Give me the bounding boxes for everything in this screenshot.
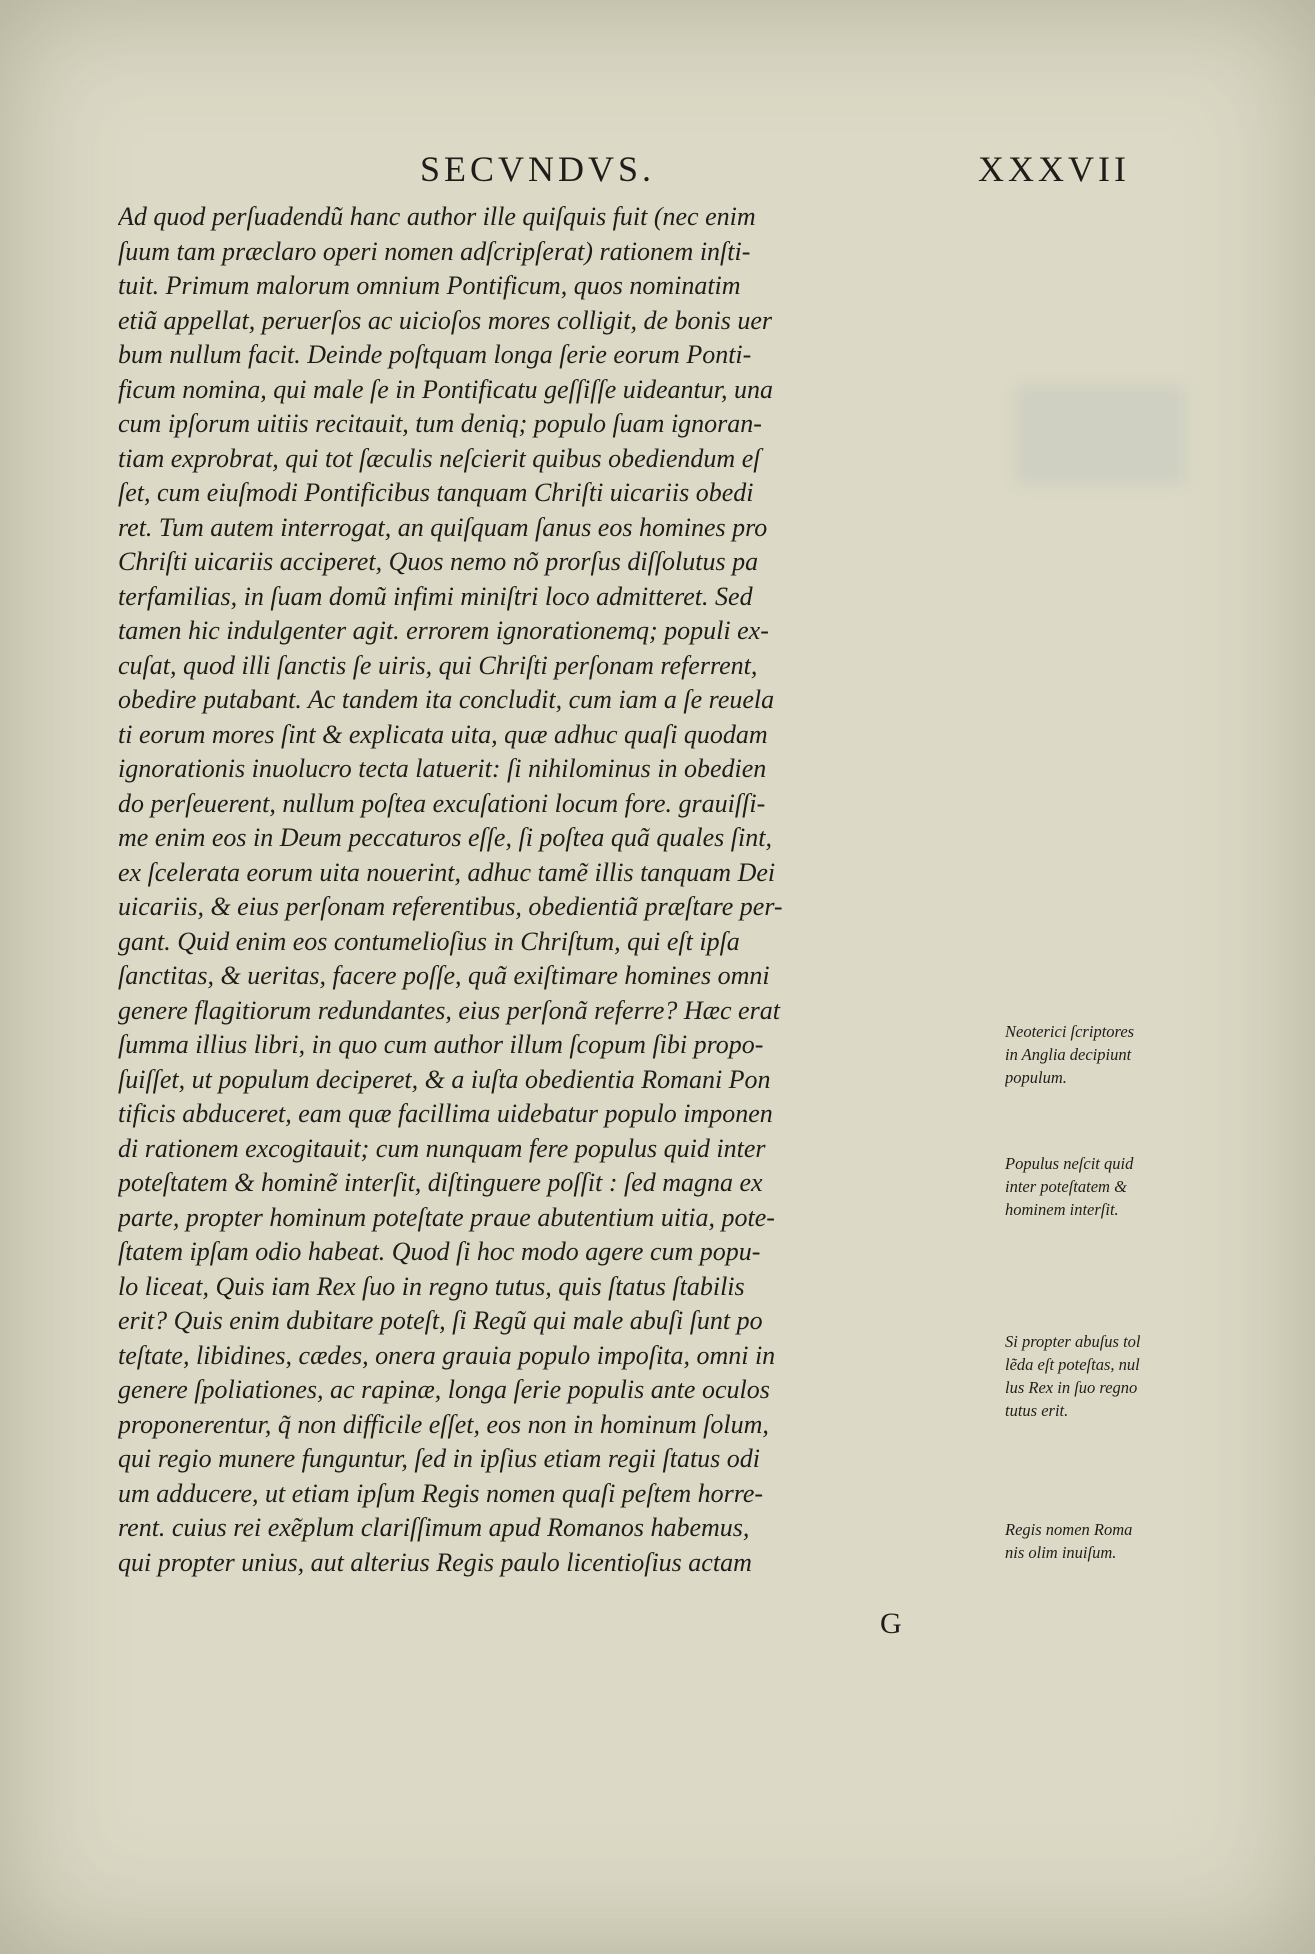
main-text-block — [118, 200, 998, 1580]
marginal-note-line: lẽda eſt poteſtas, nul — [1005, 1355, 1140, 1374]
marginal-note — [1005, 1020, 1195, 1089]
marginal-note-line: Populus neſcit quid — [1005, 1154, 1134, 1173]
text-line: rent. cuius rei exẽplum clariſſimum apud Romanos habemus, — [118, 1513, 750, 1542]
marginal-note — [1005, 1518, 1195, 1564]
text-line: bum nullum facit. Deinde poſtquam longa ſerie eorum Ponti- — [118, 340, 752, 369]
marginal-note — [1005, 1330, 1195, 1422]
text-line: tificis abduceret, eam quæ facillima uidebatur populo imponen — [118, 1099, 773, 1128]
text-line: uicariis, & eius perſonam referentibus, obedientiã præſtare per- — [118, 892, 783, 921]
text-line: cum ipſorum uitiis recitauit, tum deniq; populo ſuam ignoran- — [118, 409, 762, 438]
text-line: ſet, cum eiuſmodi Pontificibus tanquam Chriſti uicariis obedi — [118, 478, 754, 507]
marginal-note-line: nis olim inuiſum. — [1005, 1543, 1117, 1562]
marginal-note — [1005, 1152, 1195, 1221]
ink-bleed-through — [1015, 385, 1185, 485]
marginal-note-line: Si propter abuſus tol — [1005, 1332, 1141, 1351]
text-line: tamen hic indulgenter agit. errorem ignorationemq; populi ex- — [118, 616, 769, 645]
text-line: lo liceat, Quis iam Rex ſuo in regno tutus, quis ſtatus ſtabilis — [118, 1271, 745, 1301]
text-line: ſtatem ipſam odio habeat. Quod ſi hoc modo agere cum popu- — [118, 1237, 761, 1266]
text-line: qui propter unius, aut alterius Regis paulo licentioſius actam — [118, 1547, 752, 1577]
text-line: qui regio munere funguntur, ſed in ipſius etiam regii ſtatus odi — [118, 1444, 761, 1473]
text-line: tiam exprobrat, qui tot ſæculis neſcierit quibus obediendum eſ — [118, 443, 761, 473]
text-line: poteſtatem & hominẽ interſit, diſtinguere poſſit : ſed magna ex — [118, 1168, 763, 1197]
marginal-note-line: populum. — [1005, 1068, 1067, 1087]
text-line: tuit. Primum malorum omnium Pontificum, quos nominatim — [118, 271, 741, 300]
text-line: di rationem excogitauit; cum nunquam fere populus quid inter — [118, 1133, 766, 1163]
text-line: etiã appellat, peruerſos ac uicioſos mores colligit, de bonis uer — [118, 305, 773, 335]
text-line: ignorationis inuolucro tecta latuerit: ſi nihilominus in obedien — [118, 754, 767, 783]
text-line: genere ſpoliationes, ac rapinæ, longa ſerie populis ante oculos — [118, 1375, 770, 1404]
text-line: terfamilias, in ſuam domũ infimi miniſtri loco admitteret. Sed — [118, 581, 753, 611]
text-line: ſuiſſet, ut populum deciperet, & a iuſta obedientia Romani Pon — [118, 1064, 771, 1094]
marginal-note-line: Neoterici ſcriptores — [1005, 1022, 1135, 1041]
text-line: ſumma illius libri, in quo cum author illum ſcopum ſibi propo- — [118, 1030, 764, 1059]
marginal-note-line: lus Rex in ſuo regno — [1005, 1378, 1138, 1397]
text-line: ficum nomina, qui male ſe in Pontificatu geſſiſſe uideantur, una — [118, 374, 773, 404]
text-line: genere flagitiorum redundantes, eius perſonã referre? Hæc erat — [118, 995, 780, 1025]
signature-mark: G — [880, 1607, 902, 1640]
text-line: Ad quod perſuadendũ hanc author ille quiſquis fuit (nec enim — [118, 202, 756, 231]
marginal-note-line: hominem interſit. — [1005, 1200, 1119, 1219]
text-line: ex ſcelerata eorum uita nouerint, adhuc tamẽ illis tanquam Dei — [118, 857, 776, 887]
text-line: ret. Tum autem interrogat, an quiſquam ſanus eos homines pro — [118, 512, 768, 542]
text-line: me enim eos in Deum peccaturos eſſe, ſi poſtea quã quales ſint, — [118, 823, 772, 852]
text-line: um adducere, ut etiam ipſum Regis nomen quaſi peſtem horre- — [118, 1478, 764, 1508]
running-title: SECVNDVS. — [420, 149, 656, 189]
text-line: obedire putabant. Ac tandem ita concludit, cum iam a ſe reuela — [118, 685, 775, 714]
text-line: cuſat, quod illi ſanctis ſe uiris, qui Chriſti perſonam referrent, — [118, 650, 758, 680]
marginal-note-line: tutus erit. — [1005, 1401, 1069, 1420]
text-line: ſanctitas, & ueritas, facere poſſe, quã exiſtimare homines omni — [118, 961, 770, 990]
text-line: teſtate, libidines, cædes, onera grauia populo impoſita, omni in — [118, 1340, 776, 1370]
text-line: erit? Quis enim dubitare poteſt, ſi Regũ qui male abuſi ſunt po — [118, 1306, 763, 1335]
marginal-note-line: in Anglia decipiunt — [1005, 1045, 1132, 1064]
text-line: proponerentur, q̃ non difficile eſſet, eos non in hominum ſolum, — [118, 1409, 769, 1439]
marginal-note-line: Regis nomen Roma — [1005, 1520, 1133, 1539]
text-line: Chriſti uicariis acciperet, Quos nemo nõ prorſus diſſolutus pa — [118, 547, 759, 576]
text-line: gant. Quid enim eos contumelioſius in Chriſtum, qui eſt ipſa — [118, 926, 740, 956]
marginal-note-line: inter poteſtatem & — [1005, 1177, 1127, 1196]
folio-number: XXXVII — [978, 149, 1130, 189]
text-line: ti eorum mores ſint & explicata uita, quæ adhuc quaſi quodam — [118, 719, 768, 749]
page-header — [120, 148, 1130, 198]
text-line: do perſeuerent, nullum poſtea excuſationi locum fore. grauiſſi- — [118, 788, 766, 818]
text-line: ſuum tam præclaro operi nomen adſcripſerat) rationem inſti- — [118, 236, 751, 266]
text-line: parte, propter hominum poteſtate praue abutentium uitia, pote- — [118, 1202, 775, 1232]
